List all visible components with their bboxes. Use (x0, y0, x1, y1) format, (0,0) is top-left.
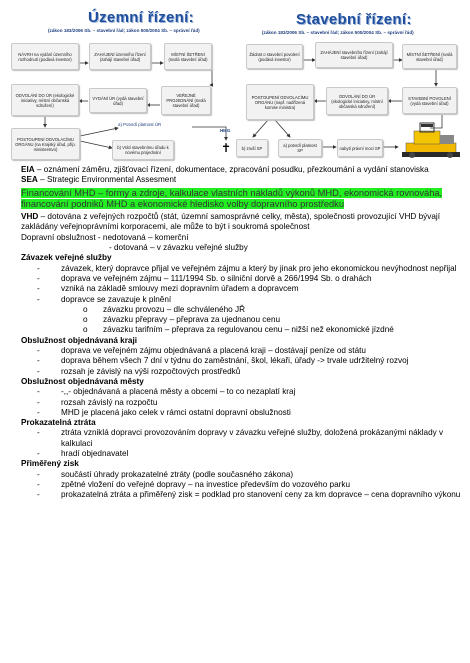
box-potvrdi-sp: a) potvrdí platnost SP (278, 139, 322, 157)
circle-marker: o (83, 315, 88, 325)
list-item: - doprava ve veřejném zájmu – 111/1994 Sb. o silniční dorvě a 266/1994 Sb. o drahách (37, 273, 372, 283)
box-mistni-setreni-ur: MÍSTNÍ ŠETŘENÍ (svolá stavební úřad) (164, 43, 212, 70)
circle-marker: o (83, 304, 88, 314)
zisk-heading: Přiměřený zisk (21, 459, 79, 469)
ztrata-heading: Prokazatelná ztráta (21, 418, 96, 428)
list-item: - hradí objednavatel (37, 449, 129, 459)
uzemni-rizeni-subtitle: (zákon 183/2006 Sb. – stavební řád; zákon 500/2004 Sb. – správní řád) (48, 28, 200, 33)
mesty-heading: Obslužnost objednávaná městy (21, 376, 144, 386)
list-item: - prokazatelná ztráta a přiměřený zisk = podklad pro stanovení ceny za km dopravce – cena dopravního výkonu (37, 490, 461, 500)
box-zadost-sp: Žádost o stavební povolení (podává investor) (246, 44, 303, 69)
box-mistni-setreni-sr: MÍSTNÍ ŠETŘENÍ (svolá stavební úřad) (402, 44, 457, 69)
dash-marker: - (37, 387, 40, 397)
dash-marker: - (37, 294, 40, 304)
kraji-heading: Obslužnost objednávaná kraji (21, 335, 138, 345)
box-verejne-projednani: VEŘEJNÉ PROJEDNÁNÍ (svolá stavební úřad) (161, 86, 211, 115)
box-odvolani-sr: ODVOLÁNÍ DO ÚR (ekologické iniciativy, místní občanská sdružení) (326, 87, 388, 115)
box-zahajeni-ur: ZAHÁJENÍ územního řízení (zahájí stavební úřad) (89, 43, 151, 70)
dash-marker: - (37, 366, 40, 376)
list-item: - závazek, který dopravce přijal ve veřejném zájmu a který by jinak pro jeho ekonomickou nevýhodnost nepřijal (37, 263, 457, 273)
list-item: - součástí úhrady prokazatelné ztráty (podle současného zákona) (37, 469, 294, 479)
dash-marker: - (37, 346, 40, 356)
dopravni-obsluznost-line1: Dopravní obslužnost - nedotovaná – komerční (21, 232, 189, 242)
box-postoupeni-ur: POSTOUPENÍ ODVOLACÍMU ORGÁNU (na Krajský úřad, příp. ministerstvo) (11, 128, 80, 160)
vhd-paragraph (21, 212, 461, 233)
sub-list-item: o závazku tarifním – přeprava za regulovanou cenu – nižší než ekonomické jízdné (83, 325, 394, 335)
hmg-label: HMG (220, 128, 231, 133)
list-item: - ztráta vzniklá dopravci provozováním dopravy v závazku veřejné služby, doložená prokázanými náklady v kalkulaci (37, 428, 444, 448)
zavazek-heading: Závazek veřejné služby (21, 253, 112, 263)
vhd-label: VHD (21, 212, 39, 222)
list-item: - rozsah je závislý na výši rozpočtových prostředků (37, 366, 241, 376)
dash-marker: - (37, 397, 40, 407)
box-zrusi-sp: b) zruší SP (236, 139, 268, 157)
box-zahajeni-sr: ZAHÁJENÍ stavebního řízení (zahájí stavební úřad) (315, 42, 393, 68)
eia-paragraph (21, 165, 461, 175)
list-item: - doprava během všech 7 dní v týdnu do zaměstnání, škol, lékaři, úřady -> trvale udržitelný rozvoj (37, 356, 409, 366)
sub-list-item: o závazku přepravy – přeprava za ujednanou cenu (83, 315, 281, 325)
dash-marker: - (37, 263, 40, 273)
document-body (21, 165, 461, 501)
sub-list-item: o závazku provozu – dle schváleného JŘ (83, 304, 245, 314)
dash-marker: - (37, 284, 40, 294)
sea-text: – Strategic Environmental Assesment (37, 175, 177, 185)
cross-icon: ✝ (221, 141, 232, 155)
box-vrati-ur: b) Vrátí stavebnímu úřadu k novému projednání (112, 140, 174, 160)
dash-marker: - (37, 469, 40, 479)
sea-label: SEA (21, 175, 38, 185)
dash-marker: - (37, 273, 40, 283)
box-postoupeni-sr: POSTOUPENÍ ODVOLACÍMU ORGÁNU (např. nadřízená komise ministra) (246, 84, 314, 120)
dopravni-obsluznost-line2: - dotovaná – v závazku veřejné služby (109, 243, 248, 253)
list-item: - vzniká na základě smlouvy mezi dopravním úřadem a dopravcem (37, 284, 299, 294)
stavebni-rizeni-title: Stavební řízení: (296, 11, 412, 28)
stavebni-rizeni-subtitle: (zákon 183/2006 Sb. – stavební řád; zákon 500/2004 Sb. – správní řád) (262, 30, 414, 35)
sea-paragraph (21, 175, 461, 185)
dash-marker: - (37, 356, 40, 366)
list-item: - zpětné vložení do veřejné dopravy – na investice především do vozového parku (37, 479, 351, 489)
dash-marker: - (37, 479, 40, 489)
highlighted-heading (21, 188, 461, 211)
dash-marker: - (37, 490, 40, 500)
circle-marker: o (83, 325, 88, 335)
list-item: - MHD je placená jako celek v rámci ostatní dopravní obslužnosti (37, 407, 291, 417)
dash-marker: - (37, 428, 40, 438)
box-navrh: NÁVRH na vydání územního rozhodnutí (podává investor) (11, 43, 79, 70)
eia-text: – oznámení záměru, zjišťovací řízení, dokumentace, zpracování posudku, přezkoumání a vydání stanoviska (34, 165, 429, 174)
road-paver-image (400, 121, 462, 161)
eia-label: EIA (21, 165, 35, 174)
box-stavebni-povoleni: STAVEBNÍ POVOLENÍ (vydá stavební úřad) (402, 87, 457, 114)
box-nabyti-moci: nabytí právní moci SP (337, 139, 383, 157)
potvrdi-ur-label: a) Potvrdí platnost ÚR (118, 122, 162, 127)
dash-marker: - (37, 407, 40, 417)
vhd-text: – dotována z veřejných rozpočtů (stát, územní samosprávné celky, města), společnosti provozující VHD bývají zakládány veřejnoprávními korporacemi, ale může to být i soukromá společnost (21, 212, 440, 232)
list-item: - doprava ve veřejném zájmu objednávaná a placená kraji – dostávají peníze od státu (37, 346, 366, 356)
list-item: - dopravce se zavazuje k plnění (37, 294, 172, 304)
uzemni-rizeni-title: Územní řízení: (88, 9, 194, 26)
box-odvolani-ur: ODVOLÁNÍ DO ÚR (ekologické iniciativy, místní občanská sdružení) (11, 84, 79, 116)
list-item: - -,,- objednávaná a placená městy a obcemi – to co nezaplatí kraj (37, 387, 296, 397)
green-highlight-text: Financování MHD – formy a zdroje, kalkulace vlastních nákladů výkonů MHD, ekonomická rovnováha, financování podniků MHD a ekonomické hledisko volby dopravního prostředku (21, 187, 443, 209)
process-diagram (0, 0, 470, 163)
box-vydani-ur: VYDÁNÍ ÚR (vydá stavební úřad) (89, 88, 147, 113)
list-item: - rozsah závislý na rozpočtu (37, 397, 158, 407)
dash-marker: - (37, 449, 40, 459)
